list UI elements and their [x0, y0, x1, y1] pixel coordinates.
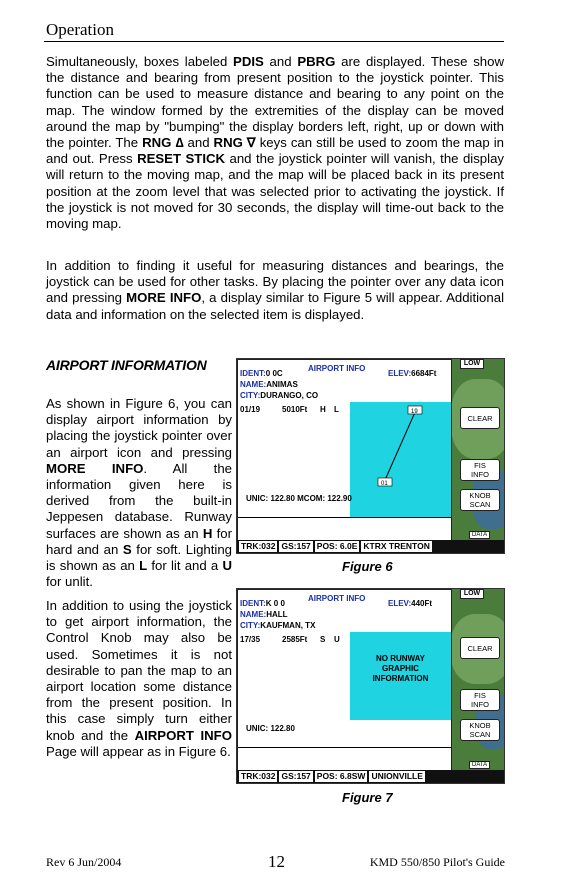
status-track: TRK:032	[241, 771, 276, 781]
status-groundspeed: GS:157	[281, 541, 311, 551]
window-title: AIRPORT INFO	[308, 364, 366, 373]
name-value: ANIMAS	[266, 380, 298, 389]
runway-end-top: 19	[411, 409, 418, 415]
elev-value: 6684Ft	[411, 369, 437, 378]
city-value: KAUFMAN, TX	[260, 621, 316, 630]
runway-graphic-panel	[350, 402, 451, 517]
paragraph-airport-info-figure6: As shown in Figure 6, you can display airport information by placing the joystick pointer over an airport icon and pressing MORE INFO. All the information given here is derived from the built-in Jeppesen database. Runway surfaces are shown as an H for hard and an S for soft. Lighting is shown as an L for lit and a U for unlit.	[46, 396, 233, 590]
comm-frequencies: UNIC: 122.80 MCOM: 122.90	[246, 494, 352, 503]
figure6-caption: Figure 6	[342, 559, 393, 574]
low-button[interactable]: LOW	[460, 589, 484, 599]
fis-info-button[interactable]: FIS INFO	[460, 459, 500, 481]
status-waypoint: KTRX TRENTON	[363, 541, 430, 551]
city-value: DURANGO, CO	[260, 391, 319, 400]
data-button[interactable]: DATA	[469, 531, 490, 539]
runway-diagram	[350, 402, 451, 517]
runway-surface: H	[320, 405, 326, 414]
name-value: HALL	[266, 610, 288, 619]
runway-surface: S	[320, 635, 326, 644]
window-title: AIRPORT INFO	[308, 594, 366, 603]
paragraph-control-knob: In addition to using the joystick to get airport information, the Control Knob may also be used. Sometimes it is not desirable to pan the map to an airport location some distance from the present position. In this case simply turn either knob and the AIRPORT INFO Page will appear as in Figure 6.	[46, 598, 232, 759]
status-groundspeed: GS:157	[281, 771, 311, 781]
low-button[interactable]: LOW	[460, 359, 484, 369]
figure7-caption: Figure 7	[342, 790, 393, 805]
city-label: CITY:	[240, 391, 261, 400]
paragraph-joystick-measure: Simultaneously, boxes labeled PDIS and PBRG are displayed. These show the distance and bearing from present position to the joystick pointer. This function can be used to measure distance and bearing to any point on the map. The window formed by the extremities of the display can be moved around the map by "bumping" the display borders left, right, up or down with the pointer. The RNG ∆ and RNG ∇ keys can still be used to zoom the map in and out. Press RESET STICK and the joystick pointer will vanish, the display will return to the moving map, and the map will be placed back in its present position at the zoom level that was selected prior to activating the joystick. If the joystick is not moved for 30 seconds, the display will time-out back to the moving map.	[46, 54, 504, 232]
fis-info-button[interactable]: FIS INFO	[460, 689, 500, 711]
figure7-screen	[236, 588, 505, 784]
runway-length: 5010Ft	[282, 405, 308, 414]
header-rule	[44, 41, 504, 42]
status-bar	[237, 540, 505, 553]
page-header-title: Operation	[46, 20, 114, 39]
status-bar	[237, 770, 505, 783]
window-divider	[238, 517, 451, 518]
status-waypoint: UNIONVILLE	[371, 771, 423, 781]
runway-lighting: L	[334, 405, 339, 414]
runway-length: 2585Ft	[282, 635, 308, 644]
city-label: CITY:	[240, 621, 261, 630]
section-title-airport-information: AIRPORT INFORMATION	[46, 357, 207, 373]
data-button[interactable]: DATA	[469, 761, 490, 769]
name-label: NAME:	[240, 380, 267, 389]
knob-scan-button[interactable]: KNOB SCAN	[460, 489, 500, 511]
footer-page-number: 12	[268, 852, 285, 871]
status-position: POS: 6.0E	[316, 541, 358, 551]
status-track: TRK:032	[241, 541, 276, 551]
paragraph-joystick-tasks: In addition to finding it useful for measuring distances and bearings, the joystick can be used for other tasks. By placing the pointer over any data icon and pressing MORE INFO, a display similar to Figure 5 will appear. Additional data and information on the selected item is displayed.	[46, 258, 504, 322]
name-label: NAME:	[240, 610, 267, 619]
footer-revision: Rev 6 Jun/2004	[46, 855, 122, 869]
window-divider	[238, 747, 451, 748]
status-position: POS: 6.8SW	[316, 771, 366, 781]
runway-id: 01/19	[240, 405, 261, 414]
elev-label: ELEV:	[388, 369, 412, 378]
elev-label: ELEV:	[388, 599, 412, 608]
runway-end-bottom: 01	[381, 481, 388, 487]
ident-label: IDENT:	[240, 369, 266, 378]
clear-button[interactable]: CLEAR	[460, 637, 500, 659]
airport-info-window	[237, 589, 452, 771]
footer-guide-title: KMD 550/850 Pilot's Guide	[369, 855, 505, 869]
figure6-screen	[236, 358, 505, 554]
runway-graphic-panel	[350, 632, 451, 720]
ident-value: 0 0C	[265, 369, 283, 378]
runway-id: 17/35	[240, 635, 261, 644]
ident-value: K 0 0	[265, 599, 285, 608]
no-runway-graphic-message: NO RUNWAY GRAPHIC INFORMATION	[372, 654, 429, 683]
clear-button[interactable]: CLEAR	[460, 407, 500, 429]
elev-value: 440Ft	[411, 599, 433, 608]
airport-info-window	[237, 359, 452, 541]
knob-scan-button[interactable]: KNOB SCAN	[460, 719, 500, 741]
ident-label: IDENT:	[240, 599, 266, 608]
runway-lighting: U	[334, 635, 340, 644]
comm-frequencies: UNIC: 122.80	[246, 724, 295, 733]
